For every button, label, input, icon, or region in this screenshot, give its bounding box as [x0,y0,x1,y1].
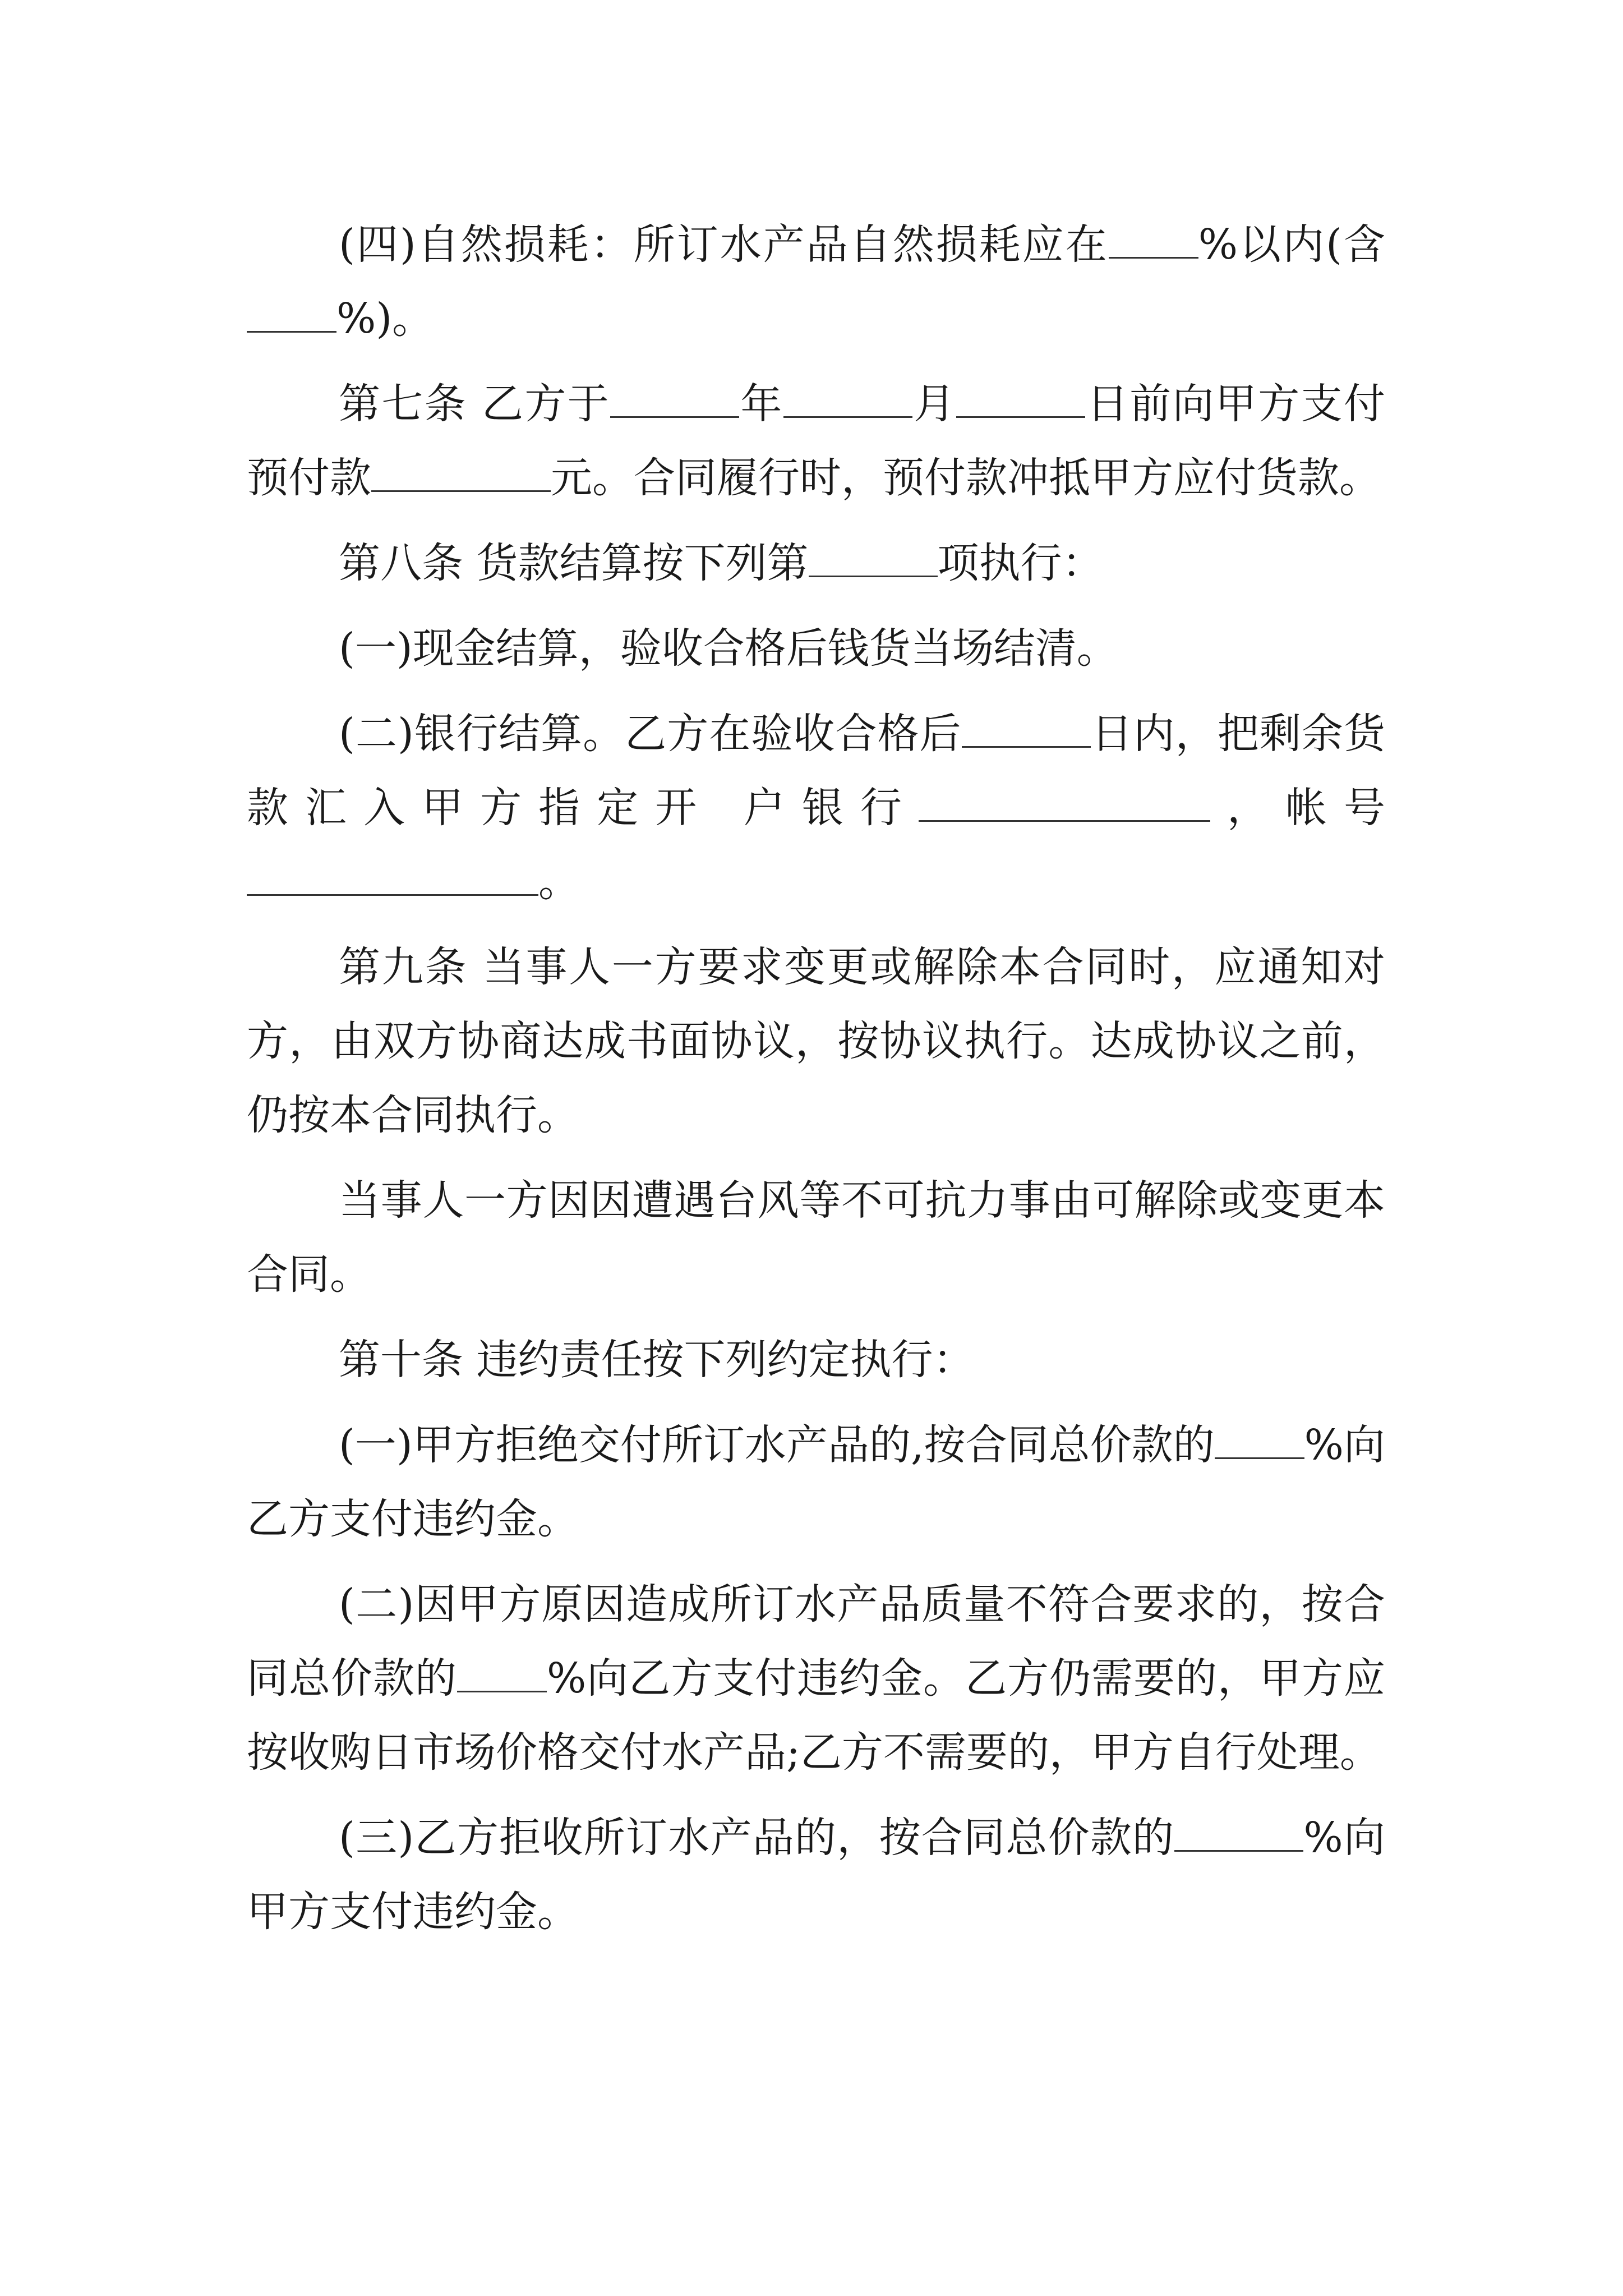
clause-10-item-2 [247,1567,1385,1789]
blank-percent[interactable] [457,1651,547,1692]
clause-6-item-4 [247,208,1385,356]
text: %以内(含 [1198,220,1385,269]
text: 项执行： [937,539,1104,587]
blank-item-no[interactable] [809,536,938,577]
blank-field[interactable] [1109,218,1198,259]
text: %向甲方支付违约金。 [247,1814,1385,1936]
blank-prepayment[interactable] [371,451,551,492]
blank-month[interactable] [783,377,912,418]
text: 月 [912,380,957,428]
clause-8-item-2 [247,697,1385,919]
text: 第八条 货款结算按下列第 [339,539,809,587]
clause-9: 第九条 当事人一方要求变更或解除本合同时，应通知对方，由双方协商达成书面协议，按协议执行。达成协议之前，仍按本合同执行。 [247,943,1385,1139]
text: 日前向甲方支付预付款 [247,380,1385,502]
text: 日内，把剩余货款汇入甲方指定开 户银行 [247,710,1385,832]
text: 。 [538,858,580,906]
text: (一)甲方拒绝交付所订水产品的,按合同总价款的 [339,1421,1215,1469]
clause-9-force-majeure: 当事人一方因因遭遇台风等不可抗力事由可解除或变更本合同。 [247,1176,1385,1299]
blank-days[interactable] [962,707,1091,748]
blank-percent[interactable] [1174,1811,1303,1852]
blank-account[interactable] [247,855,538,896]
text: %向乙方支付违约金。乙方仍需要的，甲方应按收购日市场价格交付水产品;乙方不需要的，甲方自行处理。 [247,1654,1386,1777]
text: (二)银行结算。乙方在验收合格后 [339,710,962,758]
blank-field[interactable] [247,292,336,333]
text: 元。合同履行时，预付款冲抵甲方应付货款。 [551,454,1381,502]
clause-10-item-3 [247,1801,1385,1949]
clause-7 [247,367,1385,515]
text: 年 [739,380,783,428]
text: 第七条 乙方于 [339,380,611,428]
blank-percent[interactable] [1215,1418,1304,1459]
blank-year[interactable] [610,377,739,418]
clause-8 [247,526,1385,600]
blank-day[interactable] [956,377,1085,418]
text: %)。 [336,295,434,343]
text: (四)自然损耗：所订水产品自然损耗应在 [339,220,1109,269]
blank-bank[interactable] [919,781,1210,822]
text: %向乙方支付违约金。 [247,1421,1385,1543]
text: ，帐号 [1210,784,1385,832]
text: (三)乙方拒收所订水产品的，按合同总价款的 [339,1814,1175,1862]
document-page [247,208,1385,1960]
text: (二)因甲方原因造成所订水产品质量不符合要求的，按合同总价款的 [247,1580,1385,1703]
clause-8-item-1: (一)现金结算，验收合格后钱货当场结清。 [339,624,1118,673]
clause-10-item-1 [247,1408,1385,1556]
clause-10: 第十条 违约责任按下列约定执行： [339,1336,975,1384]
